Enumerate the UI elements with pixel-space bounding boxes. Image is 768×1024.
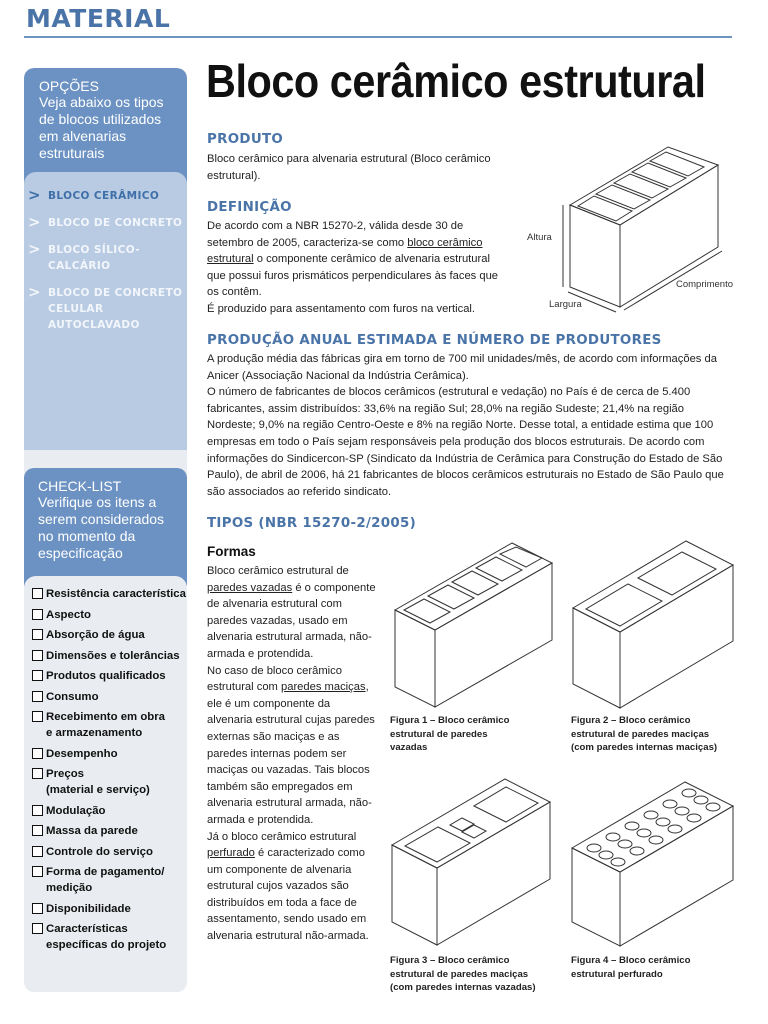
figure-3-block-solid-walls-hollow-internal: [390, 775, 560, 947]
perfurado-link[interactable]: perfurado: [207, 847, 255, 860]
checkbox[interactable]: [32, 866, 43, 877]
fig4-hole: [637, 829, 651, 837]
largura-label: Largura: [549, 299, 582, 310]
fig4-hole: [663, 800, 677, 808]
tipos-text-b2: , ele é um componente da alvenaria estrutural cujas paredes externas são maciças e as paredes internas podem ser maciças ou vazadas. Tais blocos também são empregados em alvenaria estrutural armada, não-armada e protendida.: [207, 681, 375, 826]
altura-label: Altura: [527, 232, 552, 243]
checklist-item-label: Recebimento em obra e armazenamento: [46, 711, 166, 739]
checkbox[interactable]: [32, 805, 43, 816]
definicao-text: [207, 218, 507, 318]
fig1-front-face: [395, 610, 435, 707]
definicao-text-2: o componente cerâmico de alvenaria estrutural que possui furos prismáticos perpendiculares às faces que os contêm.: [207, 253, 499, 299]
checklist-item[interactable]: [32, 709, 187, 741]
paredes-macicas-link[interactable]: paredes maciças: [281, 681, 366, 694]
figure-3-caption: Figura 3 – Bloco cerâmico estrutural de paredes maciças (com paredes internas vazadas): [390, 955, 536, 993]
figure-2-block-solid-walls: [570, 538, 740, 710]
formas-subheading: Formas: [207, 544, 256, 559]
chevron-right-icon: >: [28, 213, 41, 231]
fig1-cell: [452, 571, 498, 595]
checklist-item[interactable]: [32, 668, 187, 684]
block-top-face: [570, 147, 718, 225]
fig4-front-face: [572, 848, 620, 946]
fig2-cell: [638, 552, 716, 595]
produto-heading: PRODUTO: [207, 132, 284, 147]
tipos-text-a2: é o componente de alvenaria estrutural com paredes vazadas, usado em alvenaria estrutural armada, não-armada e protendida.: [207, 581, 376, 660]
fig3-cell: [462, 825, 486, 838]
section-label: MATERIAL: [26, 4, 171, 33]
checkbox[interactable]: [32, 903, 43, 914]
header-divider: [24, 36, 732, 38]
checklist-item[interactable]: [32, 746, 187, 762]
fig4-hole: [656, 818, 670, 826]
fig3-front-face: [392, 845, 437, 945]
checklist-item-label: Massa da parede: [46, 825, 138, 837]
fig4-hole: [606, 833, 620, 841]
checklist-item[interactable]: [32, 627, 187, 643]
nav-item-label: BLOCO CERÂMICO: [48, 190, 160, 202]
checklist-item[interactable]: [32, 844, 187, 860]
fig4-hole: [630, 847, 644, 855]
checkbox[interactable]: [32, 691, 43, 702]
definicao-link[interactable]: bloco cerâmico estrutural: [207, 236, 483, 266]
options-text: Veja abaixo os tipos de blocos utilizados em alvenarias estruturais: [39, 94, 164, 161]
checklist-item-label: Aspecto: [46, 608, 91, 621]
fig4-hole: [694, 796, 708, 804]
checkbox[interactable]: [32, 629, 43, 640]
checkbox[interactable]: [32, 748, 43, 759]
tipos-heading: TIPOS (NBR 15270-2/2005): [207, 516, 417, 531]
checklist-item-label: Resistência característica: [46, 588, 186, 600]
checklist: [32, 586, 187, 958]
fig4-top-face: [572, 782, 733, 872]
fig2-cell: [586, 584, 662, 626]
checklist-item[interactable]: [32, 689, 187, 705]
fig2-top-face: [573, 541, 733, 632]
checklist-item[interactable]: [32, 864, 187, 896]
tipos-text-c2: é caracterizado como um componente de alvenaria estrutural cujos vazados são distribuídos em toda a face de assentamento, sendo usado em alvenaria estrutural não-armada.: [207, 847, 369, 943]
tipos-text-a1: Bloco cerâmico estrutural de: [207, 565, 349, 577]
block-cell: [632, 163, 686, 187]
options-box: [24, 68, 187, 184]
fig2-side-face: [620, 565, 733, 708]
block-cell: [596, 185, 650, 209]
tipos-text: [207, 563, 377, 945]
checkbox[interactable]: [32, 650, 43, 661]
checklist-item[interactable]: [32, 901, 187, 917]
checkbox[interactable]: [32, 846, 43, 857]
figure-2-caption: Figura 2 – Bloco cerâmico estrutural de paredes maciças (com paredes internas maciças): [571, 715, 718, 753]
checkbox[interactable]: [32, 923, 43, 934]
block-front-face: [570, 205, 620, 307]
tipos-text-b1: No caso de bloco cerâmico estrutural com: [207, 664, 342, 694]
nav-item-bloco-ceramico[interactable]: [28, 188, 184, 204]
checklist-item-label: Preços (material e serviço): [46, 768, 150, 796]
checkbox[interactable]: [32, 588, 43, 599]
sidebar: [24, 68, 187, 992]
checkbox[interactable]: [32, 670, 43, 681]
nav-item-bloco-silico-calcario[interactable]: [28, 242, 184, 274]
comprimento-label: Comprimento: [676, 279, 734, 290]
block-cell: [650, 152, 704, 176]
figure-1-caption: Figura 1 – Bloco cerâmico estrutural de paredes vazadas: [390, 715, 510, 753]
checkbox[interactable]: [32, 825, 43, 836]
fig3-side-face: [437, 802, 550, 945]
fig4-hole: [644, 811, 658, 819]
checklist-item[interactable]: [32, 766, 187, 798]
checklist-item[interactable]: [32, 607, 187, 623]
producao-paragraph-2: O número de fabricantes de blocos cerâmicos (estrutural e vedação) no País é de cerca de 5.400 fabricantes, assim distribuídos: 33,6% na região Sul; 28,0% na região Sudeste; 21,4% na região Nordeste; 9,0% na região Centro-Oeste e 8% na região Norte. Desse total, a entidade estima que 100 empresas em todo o País sejam responsáveis pela produção dos blocos estruturais. De acordo com informações do Sindicercon-SP (Sindicato da Indústria de Cerâmica para Construção do Estado de São Paulo), de abril de 2006, há 21 fabricantes de blocos cerâmicos estruturais no Estado de São Paulo que são associados ao referido sindicato.: [207, 386, 724, 498]
checklist-item-label: Consumo: [46, 690, 99, 703]
producao-paragraph-1: A produção média das fábricas gira em torno de 700 mil unidades/mês, de acordo com informações da Anicer (Associação Nacional da Indústria Cerâmica).: [207, 353, 717, 382]
figure-1-block-hollow-walls: [390, 540, 560, 710]
checklist-item[interactable]: [32, 803, 187, 819]
checklist-text: Verifique os itens a serem considerados no momento da especificação: [38, 494, 165, 561]
fig4-hole: [649, 836, 663, 844]
checkbox[interactable]: [32, 609, 43, 620]
fig3-cell: [474, 787, 538, 822]
figure-4-block-perforated: [570, 778, 740, 948]
checklist-item[interactable]: [32, 823, 187, 839]
checkbox[interactable]: [32, 768, 43, 779]
checklist-item[interactable]: [32, 586, 187, 602]
fig1-cell: [404, 599, 450, 623]
block-cell: [578, 196, 632, 221]
checklist-item-label: Forma de pagamento/ medição: [46, 866, 165, 894]
fig4-hole: [687, 814, 701, 822]
checklist-item-label: Produtos qualificados: [46, 670, 166, 682]
fig4-hole: [618, 840, 632, 848]
checklist-item-label: Dimensões e tolerâncias: [46, 649, 180, 662]
fig4-hole: [682, 789, 696, 797]
checklist-item-label: Controle do serviço: [46, 845, 153, 858]
fig4-hole: [587, 844, 601, 852]
nav-item-label: BLOCO DE CONCRETO CELULAR AUTOCLAVADO: [48, 287, 183, 331]
fig1-side-face: [435, 563, 552, 707]
checklist-box: [24, 468, 187, 586]
checklist-title: CHECK-LIST: [38, 478, 122, 494]
checklist-item[interactable]: [32, 648, 187, 664]
fig4-hole: [611, 858, 625, 866]
fig1-cell: [428, 585, 474, 609]
checklist-item-label: Modulação: [46, 804, 106, 817]
checklist-item-label: Absorção de água: [46, 629, 145, 641]
tipos-text-c1: Já o bloco cerâmico estrutural: [207, 830, 357, 843]
fig1-cell: [500, 547, 542, 567]
produto-text: Bloco cerâmico para alvenaria estrutural (Bloco cerâmico estrutural).: [207, 153, 491, 182]
figure-4-caption: Figura 4 – Bloco cerâmico estrutural perfurado: [571, 955, 691, 980]
checklist-item[interactable]: [32, 921, 187, 953]
options-title: OPÇÕES: [39, 78, 99, 94]
chevron-right-icon: >: [28, 186, 41, 204]
nav-item-bloco-concreto-celular[interactable]: [28, 285, 184, 333]
page-title: Bloco cerâmico estrutural: [206, 55, 706, 107]
fig4-hole: [625, 822, 639, 830]
fig4-side-face: [620, 806, 733, 946]
fig3-cell: [450, 818, 474, 831]
producao-heading: PRODUÇÃO ANUAL ESTIMADA E NÚMERO DE PRODUTORES: [207, 333, 662, 348]
checkbox[interactable]: [32, 711, 43, 722]
definicao-text-1: De acordo com a NBR 15270-2, válida desde 30 de setembro de 2005, caracteriza-se como: [207, 220, 464, 249]
paredes-vazadas-link[interactable]: paredes vazadas: [207, 581, 293, 594]
fig3-top-face: [392, 779, 550, 868]
nav-item-label: BLOCO SÍLICO- CALCÁRIO: [48, 244, 140, 272]
checklist-item-label: Disponibilidade: [46, 902, 131, 915]
fig1-cell: [476, 557, 522, 581]
fig4-hole: [706, 803, 720, 811]
definicao-text-3: É produzido para assentamento com furos na vertical.: [207, 302, 476, 315]
fig4-hole: [675, 807, 689, 815]
block-type-nav: [28, 188, 184, 344]
fig4-hole: [668, 825, 682, 833]
definicao-heading: DEFINIÇÃO: [207, 200, 292, 215]
chevron-right-icon: >: [28, 283, 41, 301]
producao-text: [207, 351, 733, 500]
fig4-hole: [599, 851, 613, 859]
checklist-item-label: Características específicas do projeto: [46, 923, 167, 951]
checklist-item-label: Desempenho: [46, 747, 118, 760]
nav-item-label: BLOCO DE CONCRETO: [48, 217, 183, 229]
block-cell: [614, 174, 668, 198]
nav-item-bloco-concreto[interactable]: [28, 215, 184, 231]
chevron-right-icon: >: [28, 240, 41, 258]
